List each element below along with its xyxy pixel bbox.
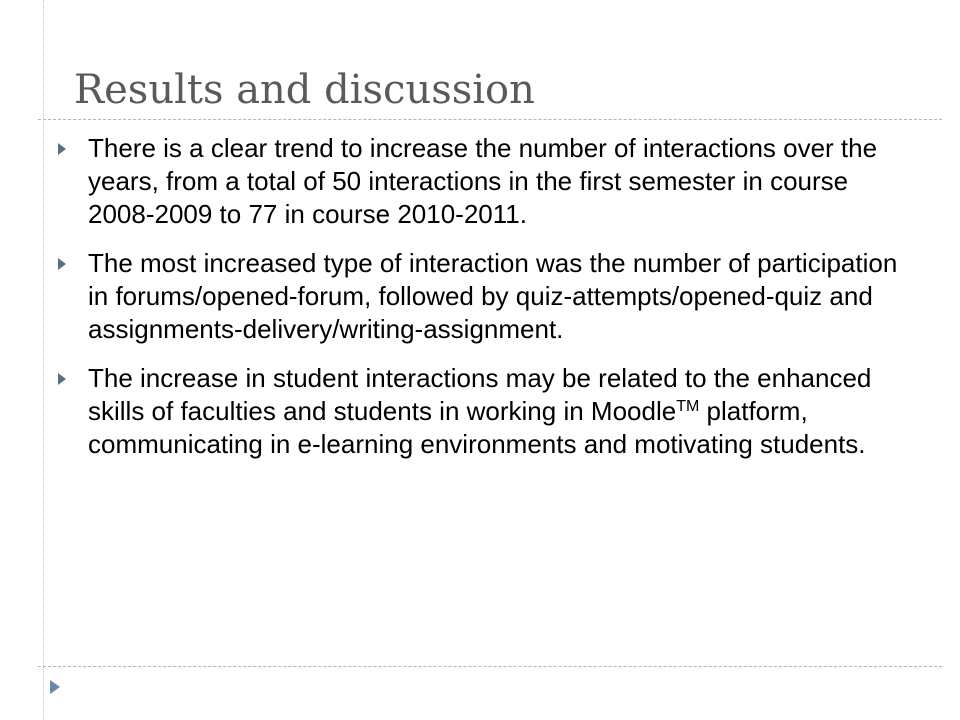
corner-arrow-icon [50, 680, 60, 694]
triangle-bullet-icon [58, 258, 66, 270]
bullet-item [58, 247, 918, 346]
bullet-list [58, 132, 918, 477]
footer-divider [38, 666, 942, 667]
bullet-item [58, 132, 918, 231]
triangle-bullet-icon [58, 373, 66, 385]
bullet-text: The most increased type of interaction was the number of participation in forums/opened-forum, followed by quiz-attempts/opened-quiz and assignments-delivery/writing-assignment. [88, 248, 898, 344]
bullet-text: There is a clear trend to increase the number of interactions over the years, from a total of 50 interactions in the first semester in course 2008-2009 to 77 in course 2010-2011. [88, 133, 878, 229]
slide-title: Results and discussion [74, 67, 535, 113]
triangle-bullet-icon [58, 143, 66, 155]
bullet-text-after: platform, communicating in e-learning environments and motivating students. [88, 396, 866, 459]
bullet-item [58, 362, 918, 461]
title-divider [38, 119, 942, 120]
trademark-superscript: TM [676, 398, 700, 415]
left-dotted-rule [18, 0, 44, 720]
bullet-text-before: The increase in student interactions may be related to the enhanced skills of faculties and students in working in Moodle [88, 363, 872, 426]
